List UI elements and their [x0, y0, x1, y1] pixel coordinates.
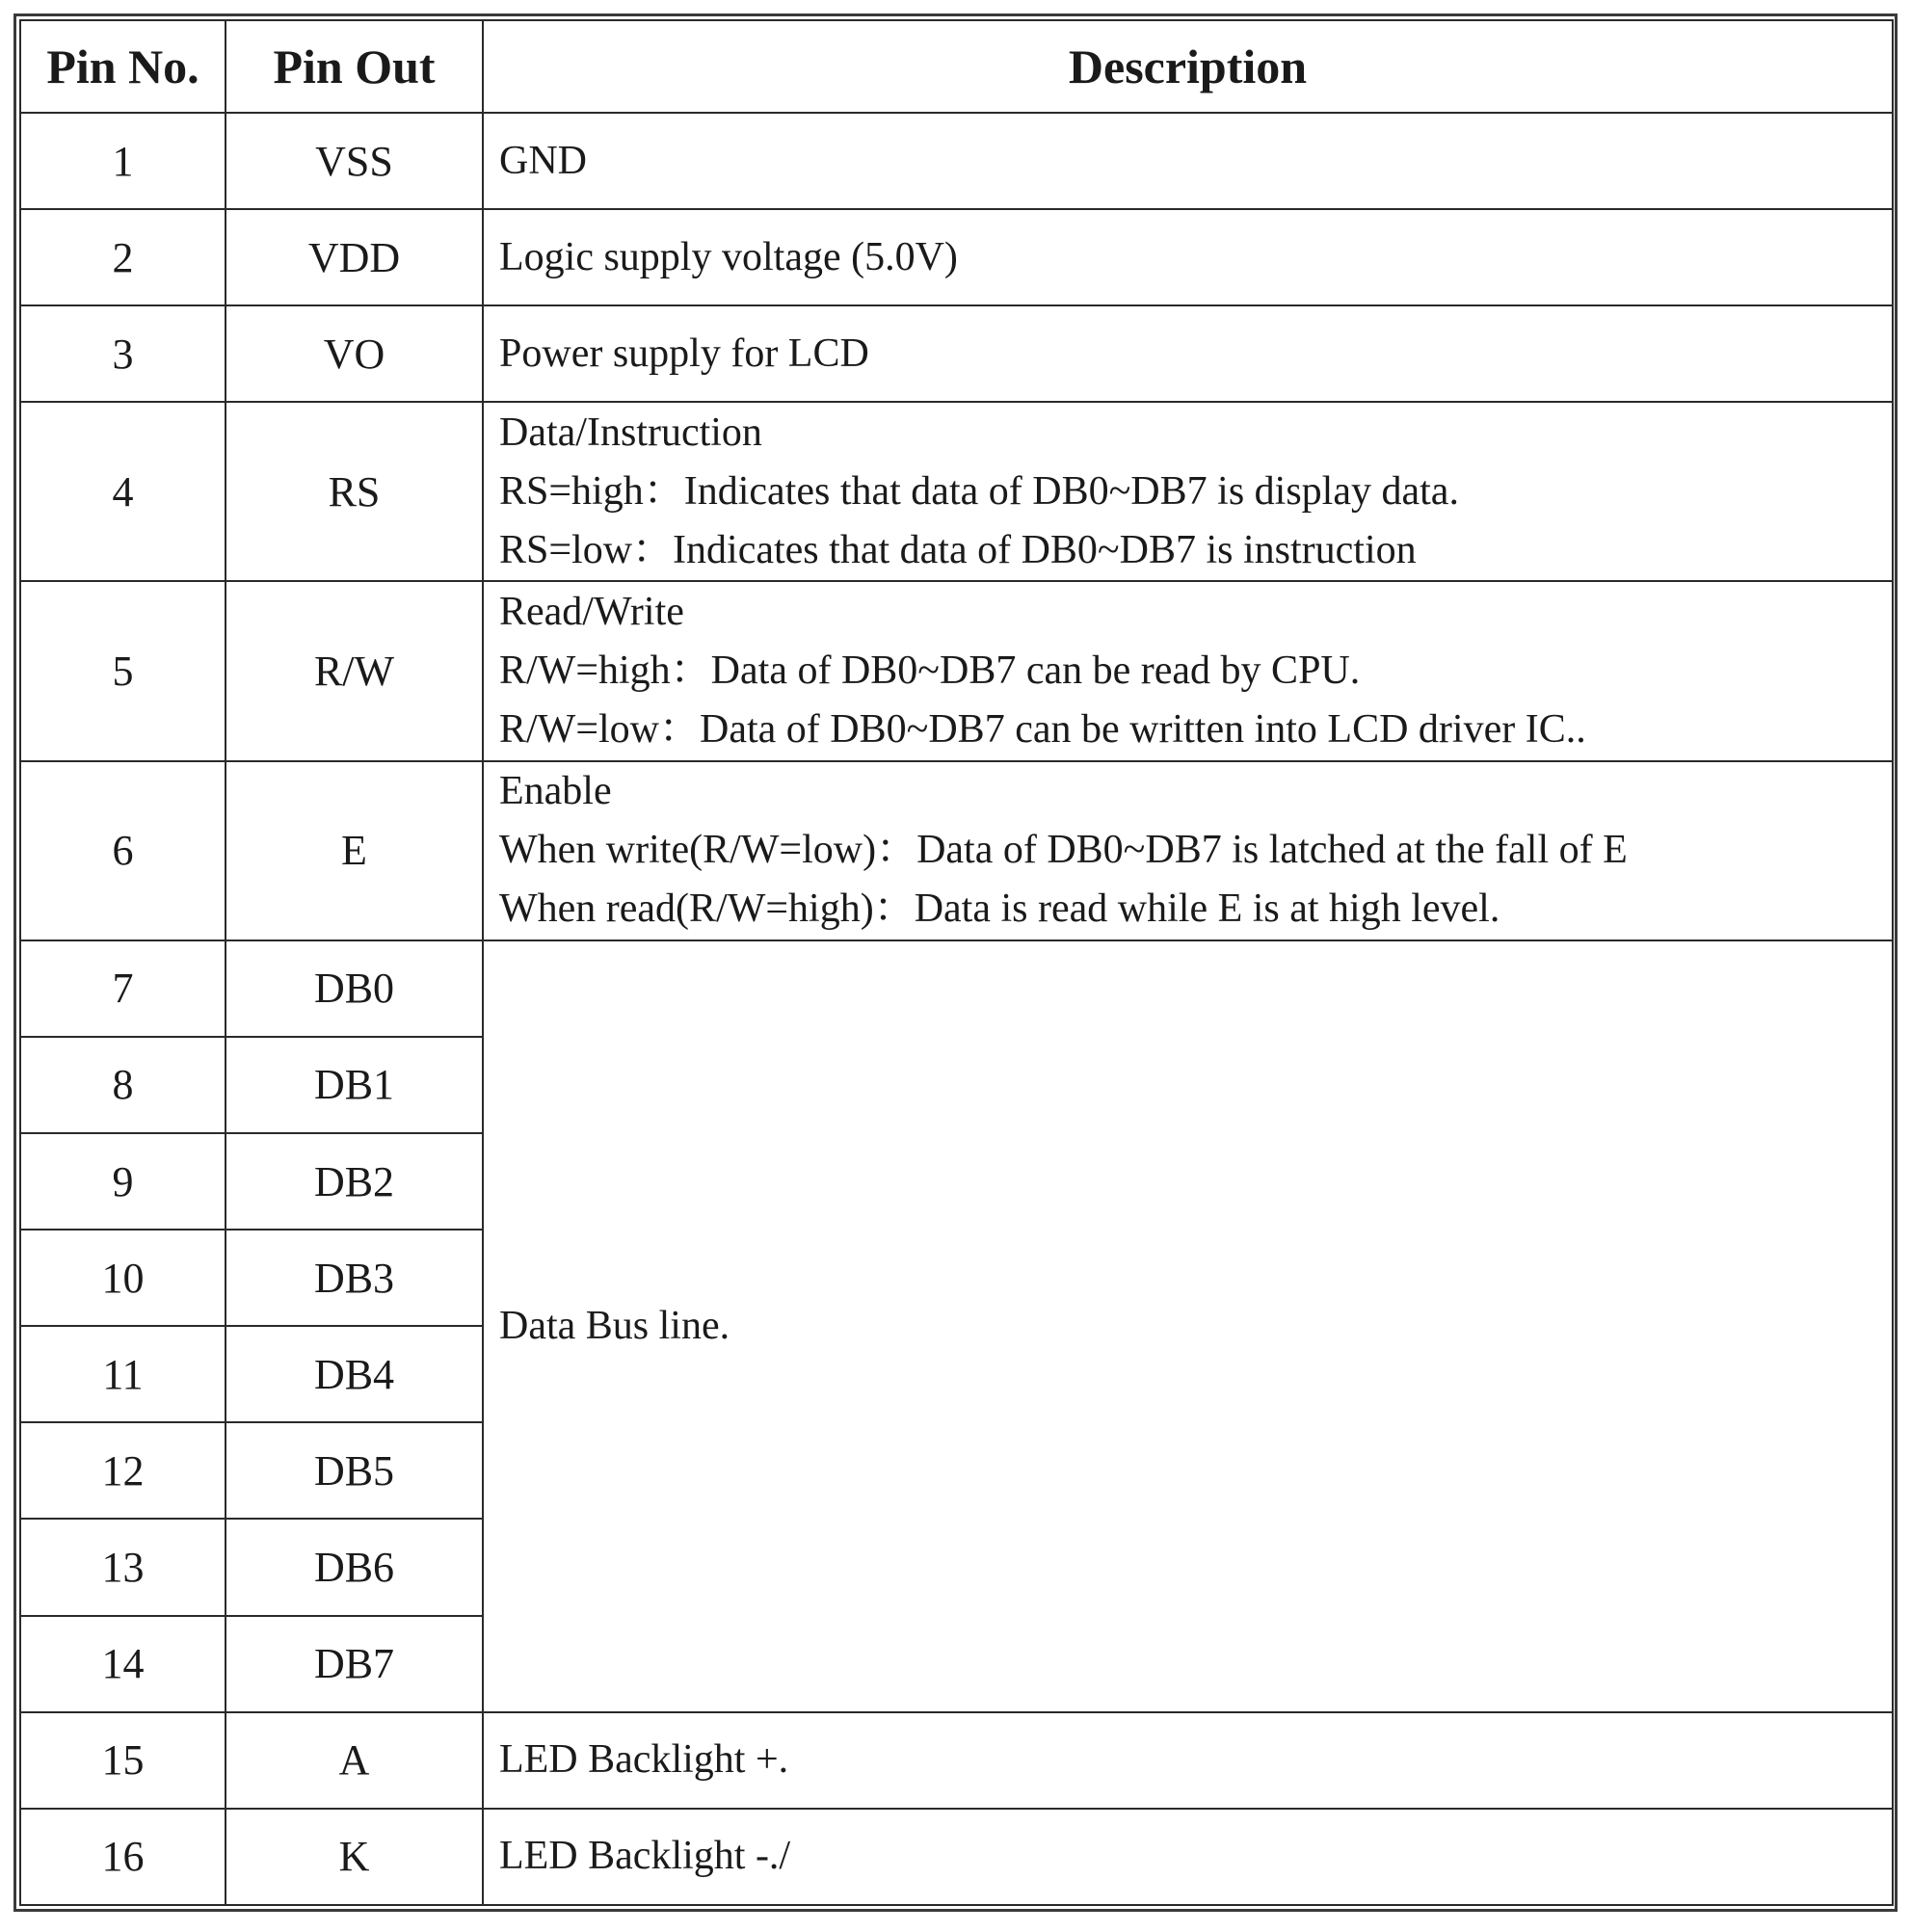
pin-number: 12 [20, 1422, 226, 1519]
table-row [20, 940, 1893, 1037]
table-row [20, 1712, 1893, 1809]
description-line: Power supply for LCD [499, 331, 869, 376]
pin-out: DB3 [226, 1230, 483, 1326]
table-row [20, 1809, 1893, 1905]
pin-number: 1 [20, 113, 226, 209]
pin-description [483, 761, 1893, 940]
description-line: R/W=low：Data of DB0~DB7 can be written into LCD driver IC.. [499, 707, 1586, 753]
pin-out: R/W [226, 581, 483, 760]
pin-out: DB6 [226, 1519, 483, 1615]
pin-out: DB7 [226, 1616, 483, 1712]
pin-description [483, 113, 1893, 209]
pin-number: 6 [20, 761, 226, 940]
pin-description [483, 1712, 1893, 1809]
description-line: LED Backlight -./ [499, 1834, 791, 1879]
pin-number: 5 [20, 581, 226, 760]
pin-out: DB1 [226, 1037, 483, 1133]
pin-out: DB0 [226, 940, 483, 1037]
description-line: R/W=high：Data of DB0~DB7 can be read by CPU. [499, 648, 1361, 694]
pin-out: VDD [226, 209, 483, 305]
header-pin-out: Pin Out [226, 20, 483, 113]
pin-out: DB4 [226, 1326, 483, 1422]
table-row [20, 305, 1893, 402]
pin-out: A [226, 1712, 483, 1809]
table-row [20, 761, 1893, 940]
description-line: When read(R/W=high)：Data is read while E is at high level. [499, 887, 1500, 932]
pin-out: E [226, 761, 483, 940]
description-line: RS=low：Indicates that data of DB0~DB7 is instruction [499, 527, 1417, 572]
description-line: Logic supply voltage (5.0V) [499, 234, 958, 279]
pin-number: 3 [20, 305, 226, 402]
table-row [20, 113, 1893, 209]
table-row [20, 402, 1893, 581]
pin-number: 10 [20, 1230, 226, 1326]
pin-out: DB5 [226, 1422, 483, 1519]
pin-number: 4 [20, 402, 226, 581]
description-line: LED Backlight +. [499, 1737, 789, 1783]
pin-out: VO [226, 305, 483, 402]
data-bus-description [483, 940, 1893, 1712]
pin-number: 15 [20, 1712, 226, 1809]
pin-out: DB2 [226, 1133, 483, 1230]
pin-out: VSS [226, 113, 483, 209]
description-line: Read/Write [499, 590, 684, 635]
description-line: Data/Instruction [499, 410, 762, 455]
description-line: When write(R/W=low)：Data of DB0~DB7 is latched at the fall of E [499, 828, 1628, 873]
header-description: Description [483, 20, 1893, 113]
pin-out: RS [226, 402, 483, 581]
pin-number: 9 [20, 1133, 226, 1230]
pin-number: 14 [20, 1616, 226, 1712]
description-line: GND [499, 138, 587, 183]
table-row [20, 209, 1893, 305]
header-row [20, 20, 1893, 113]
pin-number: 11 [20, 1326, 226, 1422]
pin-number: 2 [20, 209, 226, 305]
description-line: Enable [499, 769, 612, 814]
pin-number: 16 [20, 1809, 226, 1905]
description-line: RS=high：Indicates that data of DB0~DB7 is display data. [499, 468, 1459, 514]
table-row [20, 581, 1893, 760]
pin-description [483, 581, 1893, 760]
pin-number: 13 [20, 1519, 226, 1615]
pin-table [19, 19, 1894, 1906]
pin-out: K [226, 1809, 483, 1905]
pin-number: 7 [20, 940, 226, 1037]
header-pin-no: Pin No. [20, 20, 226, 113]
pin-number: 8 [20, 1037, 226, 1133]
pin-description [483, 1809, 1893, 1905]
description-line: Data Bus line. [499, 1303, 730, 1348]
pin-description [483, 402, 1893, 581]
pin-description [483, 209, 1893, 305]
pin-description [483, 305, 1893, 402]
